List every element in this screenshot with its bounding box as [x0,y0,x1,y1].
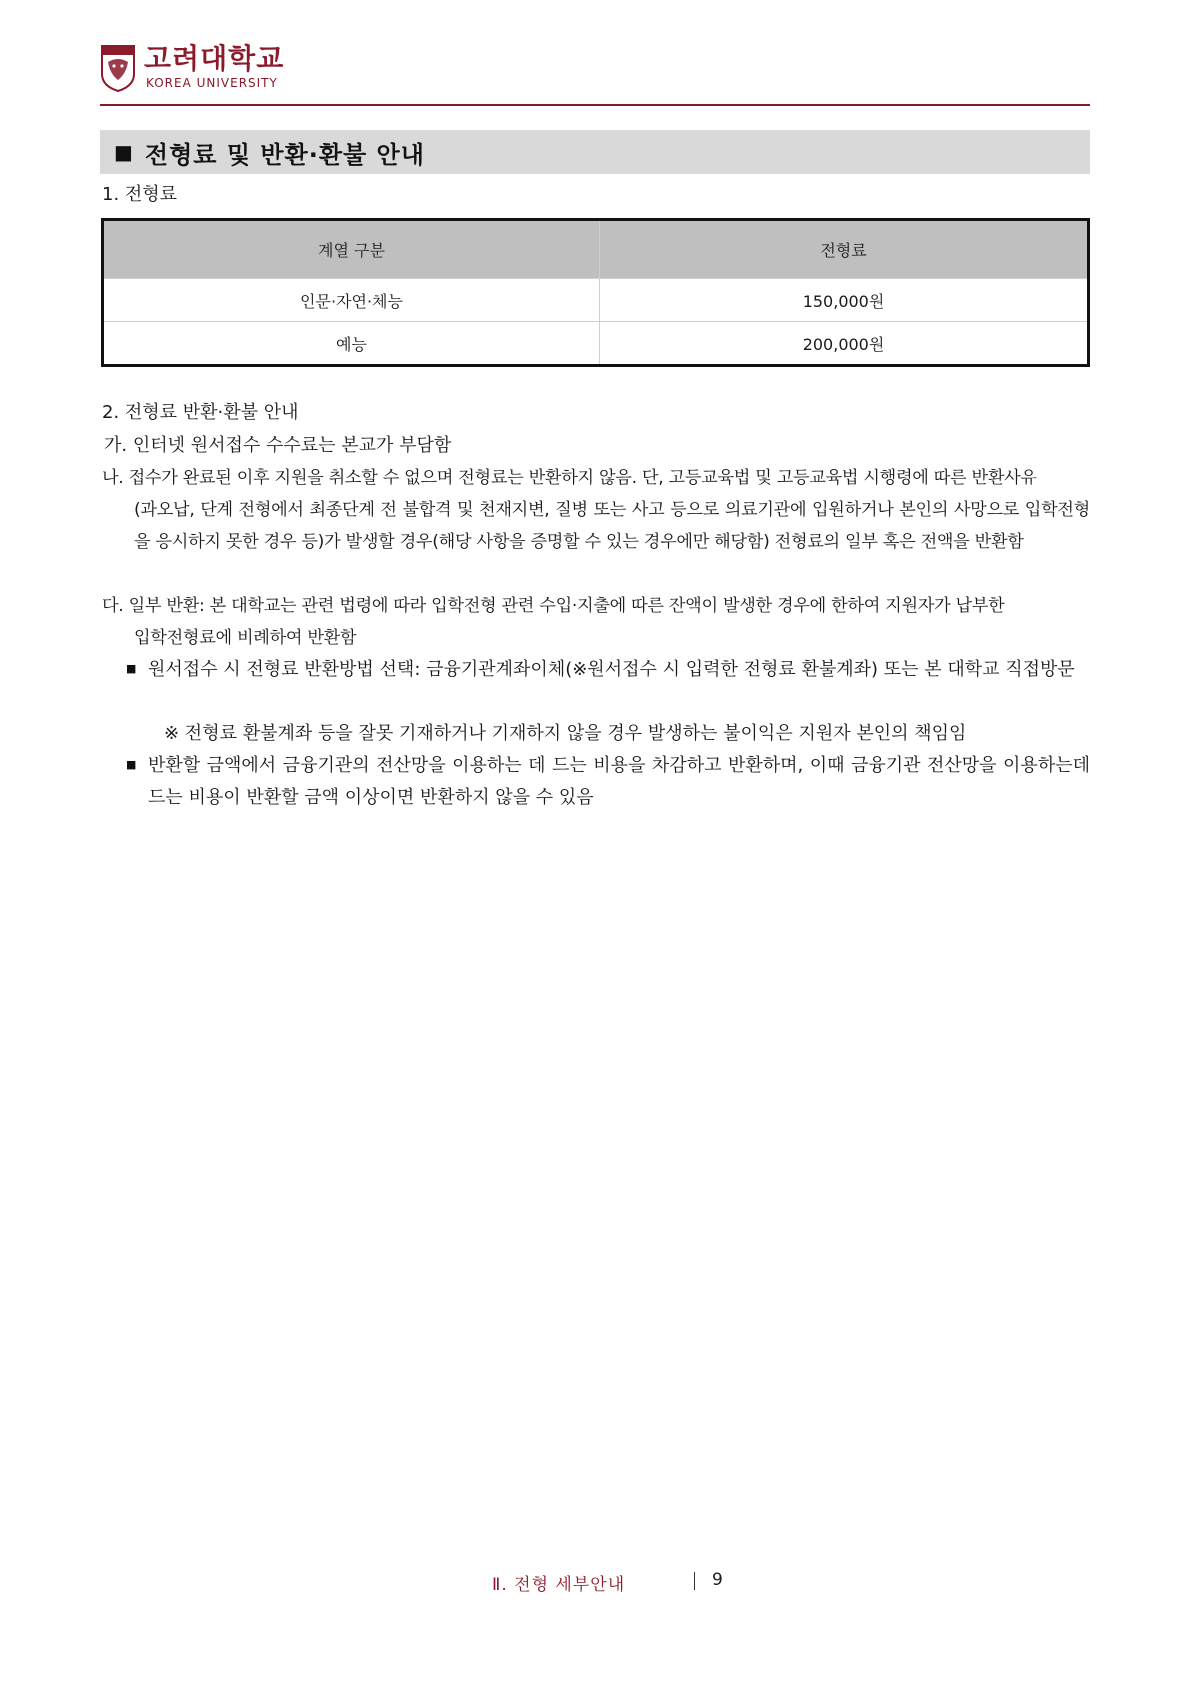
square-bullet-icon: ■ [126,758,137,771]
refund-item-na-line1: 나. 접수가 완료된 이후 지원을 취소할 수 없으며 전형료는 반환하지 않음. 단, 고등교육법 및 고등교육법 시행령에 따른 반환사유 [102,468,1037,488]
refund-note: ※ 전형료 환불계좌 등을 잘못 기재하거나 기재하지 않을 경우 발생하는 불이익은 지원자 본인의 책임임 [164,723,967,744]
page-footer [0,1570,1190,1594]
refund-item-ga: 가. 인터넷 원서접수 수수료는 본교가 부담함 [104,435,452,456]
page-header [100,42,1090,108]
fee-heading: 1. 전형료 [102,184,178,205]
fee-table [101,218,1090,367]
refund-item-da-line1: 다. 일부 반환: 본 대학교는 관련 법령에 따라 입학전형 관련 수입·지출에 따른 잔액이 발생한 경우에 한하여 지원자가 납부한 [102,596,1005,616]
refund-bullet-deduction: 반환할 금액에서 금융기관의 전산망을 이용하는 데 드는 비용을 차감하고 반환하며, 이때 금융기관 전산망을 이용하는데 드는 비용이 반환할 금액 이상이면 반환하지 않을 수 있음 [148,755,1090,808]
table-header-row [103,220,1089,279]
page-number: 9 [712,1570,723,1590]
section-title-bar [100,130,1090,174]
table-cell: 인문·자연·체능 [103,279,600,322]
logo-korean-wordmark: 고려대학교 [144,42,285,75]
table-cell: 예능 [103,322,600,366]
refund-bullet-method: 원서접수 시 전형료 반환방법 선택: 금융기관계좌이체(※원서접수 시 입력한 전형료 환불계좌) 또는 본 대학교 직접방문 [148,659,1075,680]
header-divider [100,104,1090,106]
footer-divider [694,1572,695,1590]
square-bullet-icon: ■ [114,140,133,164]
refund-item-na-continuation: (과오납, 단계 전형에서 최종단계 전 불합격 및 천재지변, 질병 또는 사고 등으로 의료기관에 입원하거나 본인의 사망으로 입학전형을 응시하지 못한 경우 등)가 발생할 경우(해당 사항을 증명할 수 있는 경우에만 해당함) 전형료의 일부 혹은 전액을 반환함 [134,500,1090,552]
table-row [103,279,1089,322]
footer-section-label: Ⅱ. 전형 세부안내 [492,1575,626,1595]
university-emblem-icon [100,44,136,92]
table-row [103,322,1089,366]
table-cell: 150,000원 [600,279,1089,322]
logo-english-wordmark: KOREA UNIVERSITY [146,76,278,90]
table-cell: 200,000원 [600,322,1089,366]
section-title: 전형료 및 반환·환불 안내 [144,140,425,169]
column-header-category: 계열 구분 [103,220,600,279]
square-bullet-icon: ■ [126,662,137,675]
refund-heading: 2. 전형료 반환·환불 안내 [102,402,299,423]
refund-item-da-continuation: 입학전형료에 비례하여 반환함 [134,628,357,648]
column-header-fee: 전형료 [600,220,1089,279]
